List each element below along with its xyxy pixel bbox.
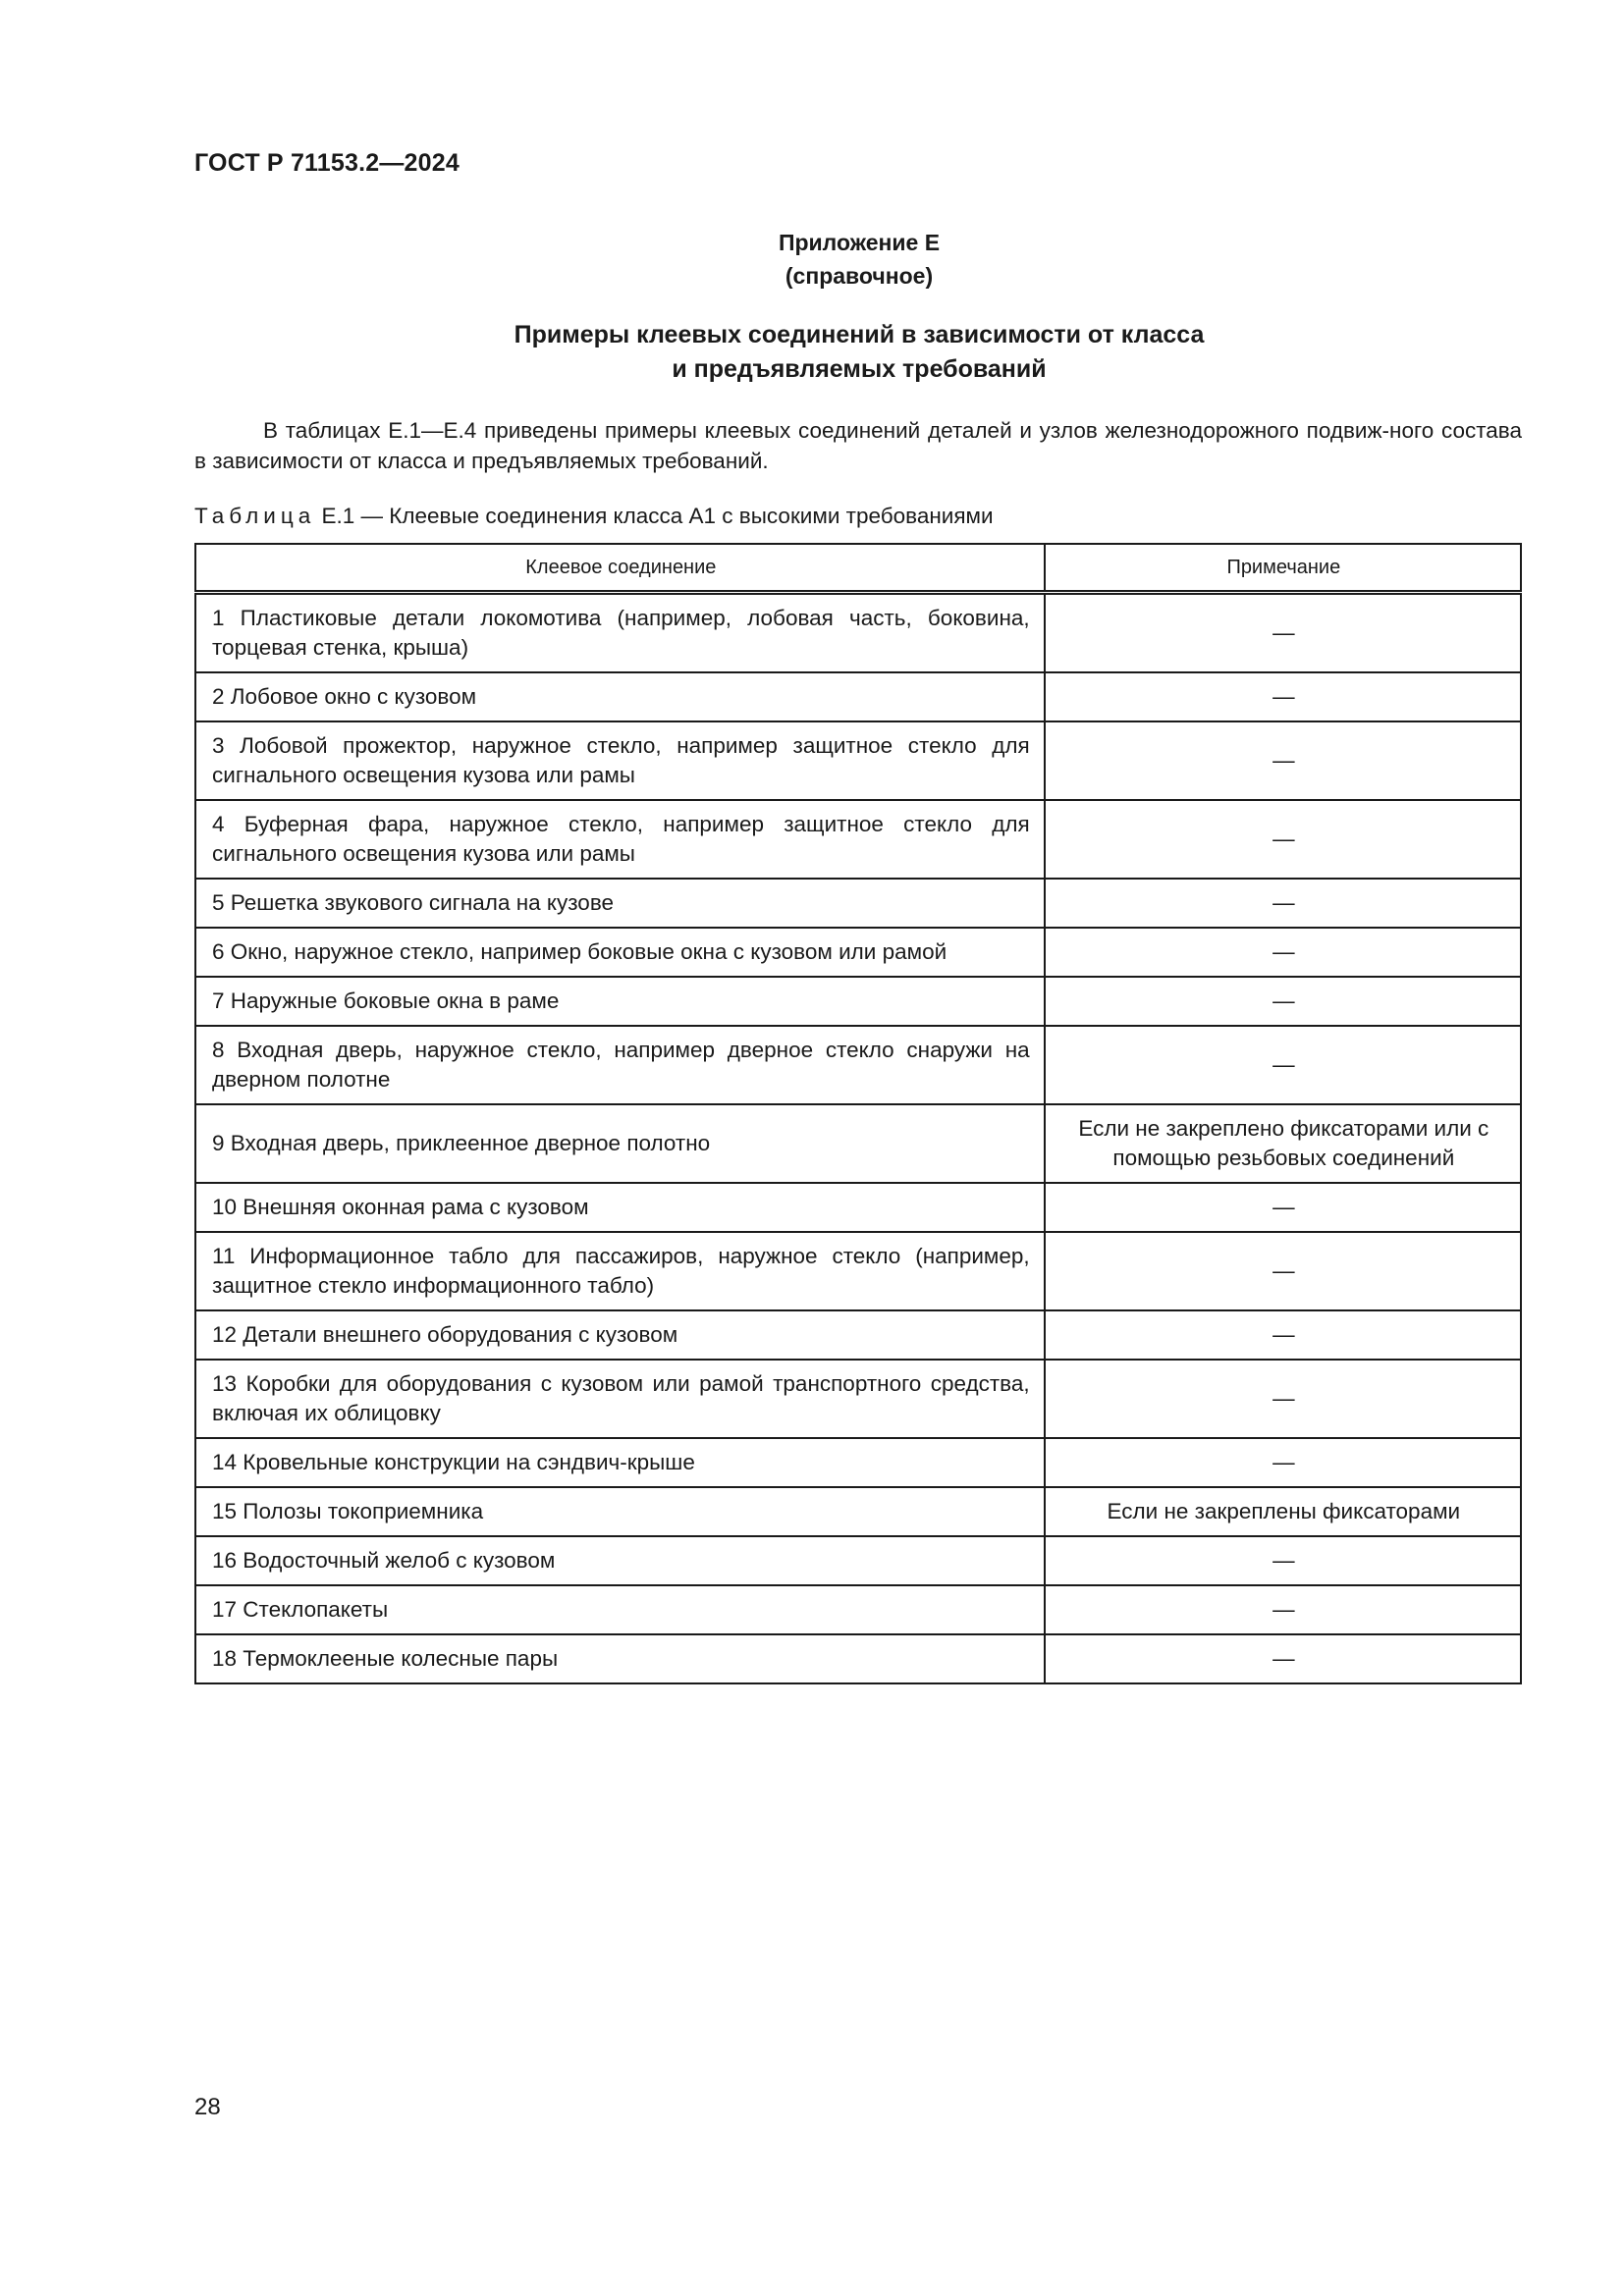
note-cell: — [1045, 879, 1521, 928]
joint-cell: 2 Лобовое окно с кузовом [195, 672, 1045, 721]
table-row [195, 672, 1521, 721]
table-row [195, 1438, 1521, 1487]
section-title-line-1: Примеры клеевых соединений в зависимости от класса [514, 321, 1205, 348]
note-cell: — [1045, 1232, 1521, 1310]
column-header-note: Примечание [1045, 544, 1521, 593]
table-row [195, 928, 1521, 977]
note-cell: — [1045, 800, 1521, 879]
appendix-title: Приложение Е [778, 230, 941, 255]
table-row [195, 879, 1521, 928]
joint-cell: 6 Окно, наружное стекло, например боковые окна с кузовом или рамой [195, 928, 1045, 977]
document-code: ГОСТ Р 71153.2—2024 [194, 149, 460, 177]
joint-cell: 9 Входная дверь, приклеенное дверное полотно [195, 1104, 1045, 1183]
joint-cell: 1 Пластиковые детали локомотива (например, лобовая часть, боковина, торцевая стенка, крыша) [195, 593, 1045, 673]
table-row [195, 593, 1521, 673]
note-cell: — [1045, 1536, 1521, 1585]
joint-cell: 8 Входная дверь, наружное стекло, например дверное стекло снаружи на дверном полотне [195, 1026, 1045, 1104]
joint-cell: 4 Буферная фара, наружное стекло, например защитное стекло для сигнального освещения кузова или рамы [195, 800, 1045, 879]
joint-cell: 17 Стеклопакеты [195, 1585, 1045, 1634]
note-cell: — [1045, 672, 1521, 721]
section-title-line-2: и предъявляемых требований [672, 355, 1047, 383]
joint-cell: 16 Водосточный желоб с кузовом [195, 1536, 1045, 1585]
note-cell: — [1045, 977, 1521, 1026]
table-row [195, 1310, 1521, 1360]
appendix-heading [198, 226, 1520, 293]
section-title [198, 318, 1520, 387]
joint-cell: 11 Информационное табло для пассажиров, наружное стекло (например, защитное стекло информационного табло) [195, 1232, 1045, 1310]
joint-cell: 15 Полозы токоприемника [195, 1487, 1045, 1536]
joint-cell: 10 Внешняя оконная рама с кузовом [195, 1183, 1045, 1232]
joint-cell: 12 Детали внешнего оборудования с кузовом [195, 1310, 1045, 1360]
table-caption [194, 501, 994, 531]
note-cell: — [1045, 1585, 1521, 1634]
joints-table [194, 543, 1522, 1684]
joint-cell: 5 Решетка звукового сигнала на кузове [195, 879, 1045, 928]
table-row [195, 1026, 1521, 1104]
note-cell: — [1045, 1310, 1521, 1360]
joint-cell: 3 Лобовой прожектор, наружное стекло, например защитное стекло для сигнального освещения кузова или рамы [195, 721, 1045, 800]
note-cell: — [1045, 1634, 1521, 1683]
column-header-joint: Клеевое соединение [195, 544, 1045, 593]
table-row [195, 1536, 1521, 1585]
table-row [195, 1183, 1521, 1232]
note-cell: Если не закреплены фиксаторами [1045, 1487, 1521, 1536]
joint-cell: 18 Термоклееные колесные пары [195, 1634, 1045, 1683]
table-row [195, 1585, 1521, 1634]
note-cell: — [1045, 1026, 1521, 1104]
note-cell: — [1045, 1360, 1521, 1438]
table-row [195, 800, 1521, 879]
note-cell: Если не закреплено фиксаторами или с помощью резьбовых соединений [1045, 1104, 1521, 1183]
note-cell: — [1045, 928, 1521, 977]
table-row [195, 721, 1521, 800]
note-cell: — [1045, 1183, 1521, 1232]
table-body [195, 593, 1521, 1684]
joint-cell: 14 Кровельные конструкции на сэндвич-крыше [195, 1438, 1045, 1487]
joint-cell: 7 Наружные боковые окна в раме [195, 977, 1045, 1026]
table-caption-label: Таблица [194, 504, 316, 528]
intro-paragraph: В таблицах Е.1—Е.4 приведены примеры клеевых соединений деталей и узлов железнодорожного подвиж-ного состава в зависимости от класса и предъявляемых требований. [194, 418, 1522, 473]
table-row [195, 1487, 1521, 1536]
appendix-type: (справочное) [785, 263, 934, 289]
note-cell: — [1045, 721, 1521, 800]
note-cell: — [1045, 593, 1521, 673]
table-row [195, 1360, 1521, 1438]
joint-cell: 13 Коробки для оборудования с кузовом или рамой транспортного средства, включая их облицовку [195, 1360, 1045, 1438]
page-number: 28 [194, 2094, 221, 2120]
table-row [195, 1634, 1521, 1683]
table-header-row [195, 544, 1521, 593]
table-caption-text: Е.1 — Клеевые соединения класса А1 с высокими требованиями [321, 504, 994, 528]
table-row [195, 1232, 1521, 1310]
note-cell: — [1045, 1438, 1521, 1487]
table-row [195, 977, 1521, 1026]
table-row [195, 1104, 1521, 1183]
